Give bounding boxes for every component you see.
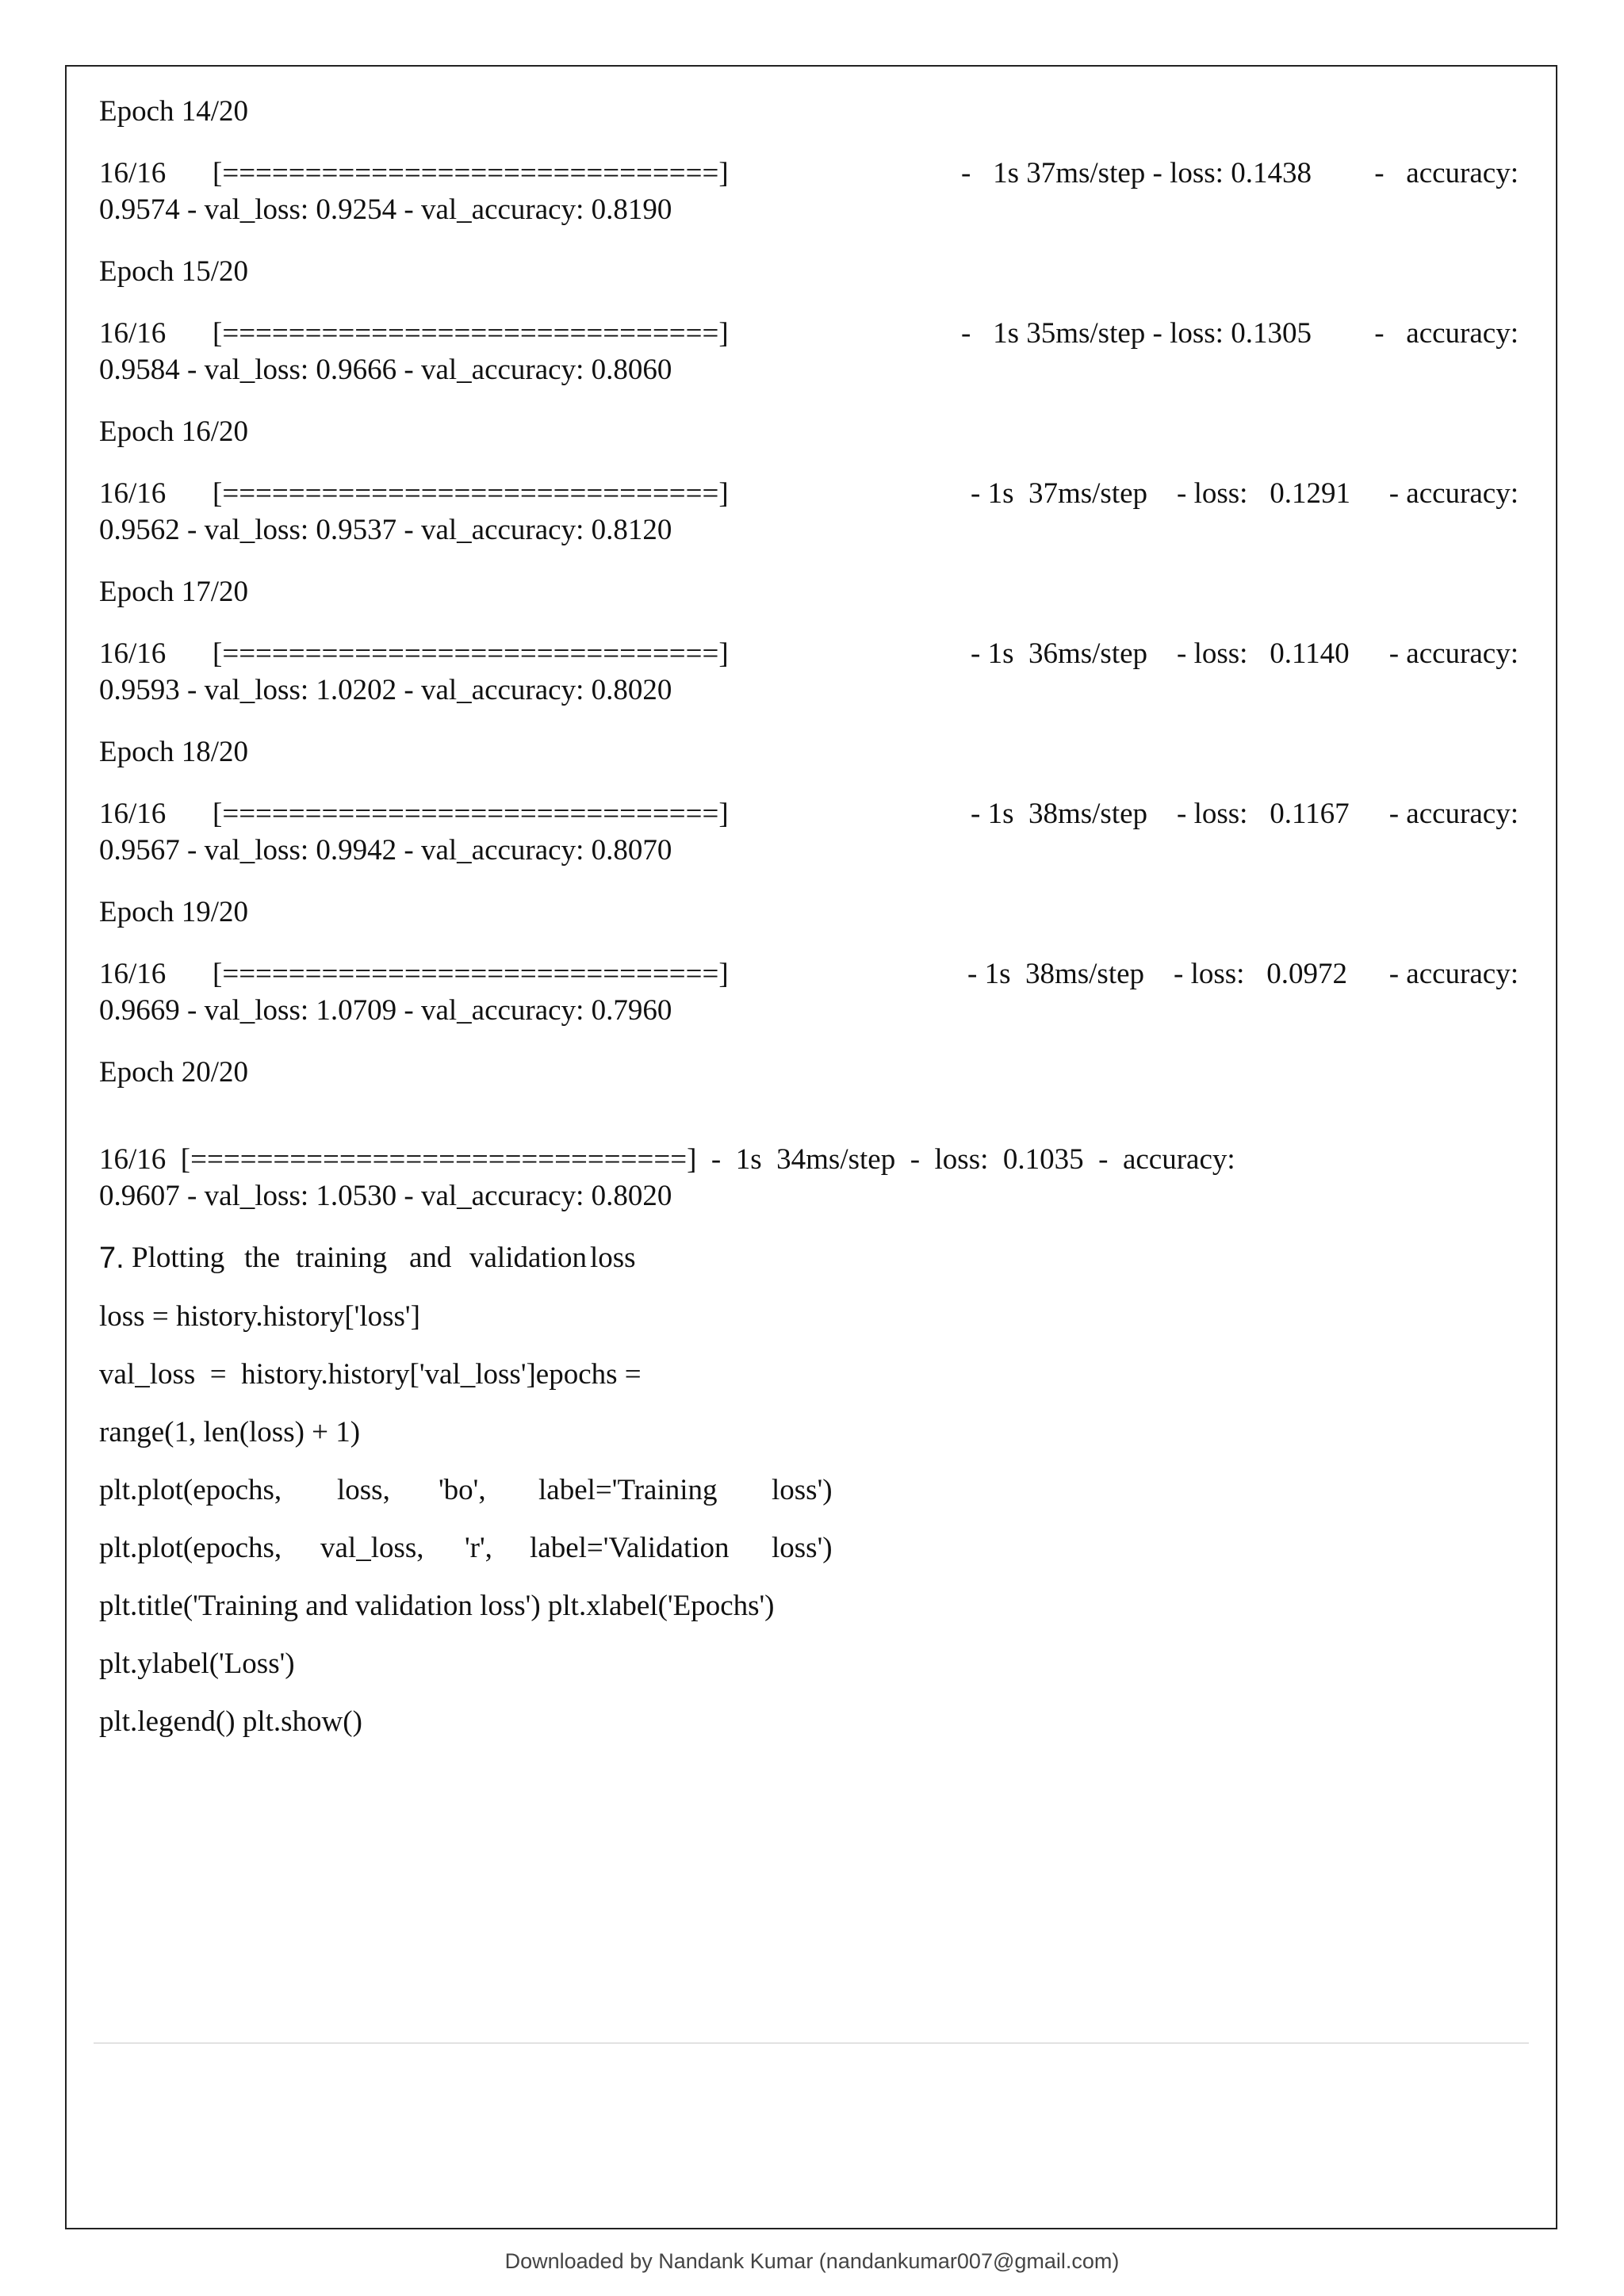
section-number: 7. [99,1242,124,1275]
epoch-metrics: 0.9593 - val_loss: 1.0202 - val_accuracy: 0.8020 [99,674,672,706]
heading-word: training [296,1242,388,1274]
code-token: label='Training [538,1474,718,1506]
step-time-loss: - 1s 35ms/step - loss: 0.1305 [961,317,1312,350]
epoch-log-line [99,636,1519,672]
epoch-log-line: 16/16 [==============================] - 1s 34ms/step - loss: 0.1035 - accuracy: [99,1143,1235,1176]
accuracy-label: - accuracy: [1388,798,1519,830]
code-token: 'r', [465,1532,492,1564]
accuracy-label: - accuracy: [1388,958,1519,990]
accuracy-label: - accuracy: [1388,477,1519,510]
epoch-log-line [99,956,1519,993]
epoch-header: Epoch 18/20 [99,736,249,768]
code-line: plt.title('Training and validation loss') plt.xlabel('Epochs') [99,1590,775,1622]
code-token: label='Validation [530,1532,730,1564]
epoch-metrics: 0.9607 - val_loss: 1.0530 - val_accuracy: 0.8020 [99,1180,672,1212]
epoch-metrics: 0.9669 - val_loss: 1.0709 - val_accuracy: 0.7960 [99,994,672,1027]
accuracy-label: - accuracy: [1374,317,1519,350]
accuracy-label: - accuracy: [1374,157,1519,189]
code-line [99,1530,837,1567]
code-token: plt.plot(epochs, [99,1474,282,1506]
step-time-loss: - 1s 38ms/step - loss: 0.1167 [971,798,1350,830]
progress-bar-text: [==============================] [213,798,729,830]
code-line [99,1472,837,1509]
heading-word: loss [590,1242,636,1274]
step-count: 16/16 [99,958,167,990]
progress-bar-text: [==============================] [213,637,729,670]
code-line: val_loss = history.history['val_loss']epochs = [99,1358,642,1391]
download-footer: Downloaded by Nandank Kumar (nandankumar007@gmail.com) [504,2249,1120,2273]
epoch-header: Epoch 19/20 [99,896,249,928]
epoch-log-line [99,316,1519,352]
code-token: plt.plot(epochs, [99,1532,282,1564]
code-token: loss') [772,1532,833,1564]
code-token: 'bo', [439,1474,486,1506]
step-count: 16/16 [99,798,167,830]
step-count: 16/16 [99,157,167,189]
heading-word: Plotting [132,1242,225,1274]
progress-bar-text: [==============================] [213,477,729,510]
progress-bar-text: [==============================] [213,958,729,990]
progress-bar-text: [==============================] [213,157,729,189]
step-time-loss: - 1s 38ms/step - loss: 0.0972 [967,958,1347,990]
heading-word: and [409,1242,452,1274]
epoch-log-line [99,796,1519,832]
step-time-loss: - 1s 36ms/step - loss: 0.1140 [971,637,1350,670]
epoch-metrics: 0.9562 - val_loss: 0.9537 - val_accuracy: 0.8120 [99,514,672,546]
code-token: loss') [772,1474,833,1506]
code-line: plt.legend() plt.show() [99,1705,362,1738]
epoch-metrics: 0.9567 - val_loss: 0.9942 - val_accuracy: 0.8070 [99,834,672,867]
epoch-header: Epoch 20/20 [99,1056,249,1089]
code-line: loss = history.history['loss'] [99,1300,420,1333]
heading-word: the [244,1242,281,1274]
step-time-loss: - 1s 37ms/step - loss: 0.1291 [971,477,1350,510]
heading-word: validation [469,1242,587,1274]
step-count: 16/16 [99,637,167,670]
code-token: loss, [337,1474,390,1506]
epoch-log-line [99,155,1519,192]
epoch-header: Epoch 17/20 [99,576,249,608]
epoch-log-line [99,476,1519,512]
epoch-header: Epoch 16/20 [99,415,249,448]
epoch-metrics: 0.9574 - val_loss: 0.9254 - val_accuracy: 0.8190 [99,193,672,226]
epoch-metrics: 0.9584 - val_loss: 0.9666 - val_accuracy: 0.8060 [99,354,672,386]
progress-bar-text: [==============================] [213,317,729,350]
step-count: 16/16 [99,317,167,350]
accuracy-label: - accuracy: [1388,637,1519,670]
epoch-header: Epoch 14/20 [99,95,249,128]
section-heading [99,1240,654,1276]
step-count: 16/16 [99,477,167,510]
step-time-loss: - 1s 37ms/step - loss: 0.1438 [961,157,1312,189]
code-line: range(1, len(loss) + 1) [99,1416,361,1448]
footer-divider [94,2042,1529,2044]
code-token: val_loss, [320,1532,424,1564]
epoch-header: Epoch 15/20 [99,255,249,288]
code-line: plt.ylabel('Loss') [99,1647,295,1680]
